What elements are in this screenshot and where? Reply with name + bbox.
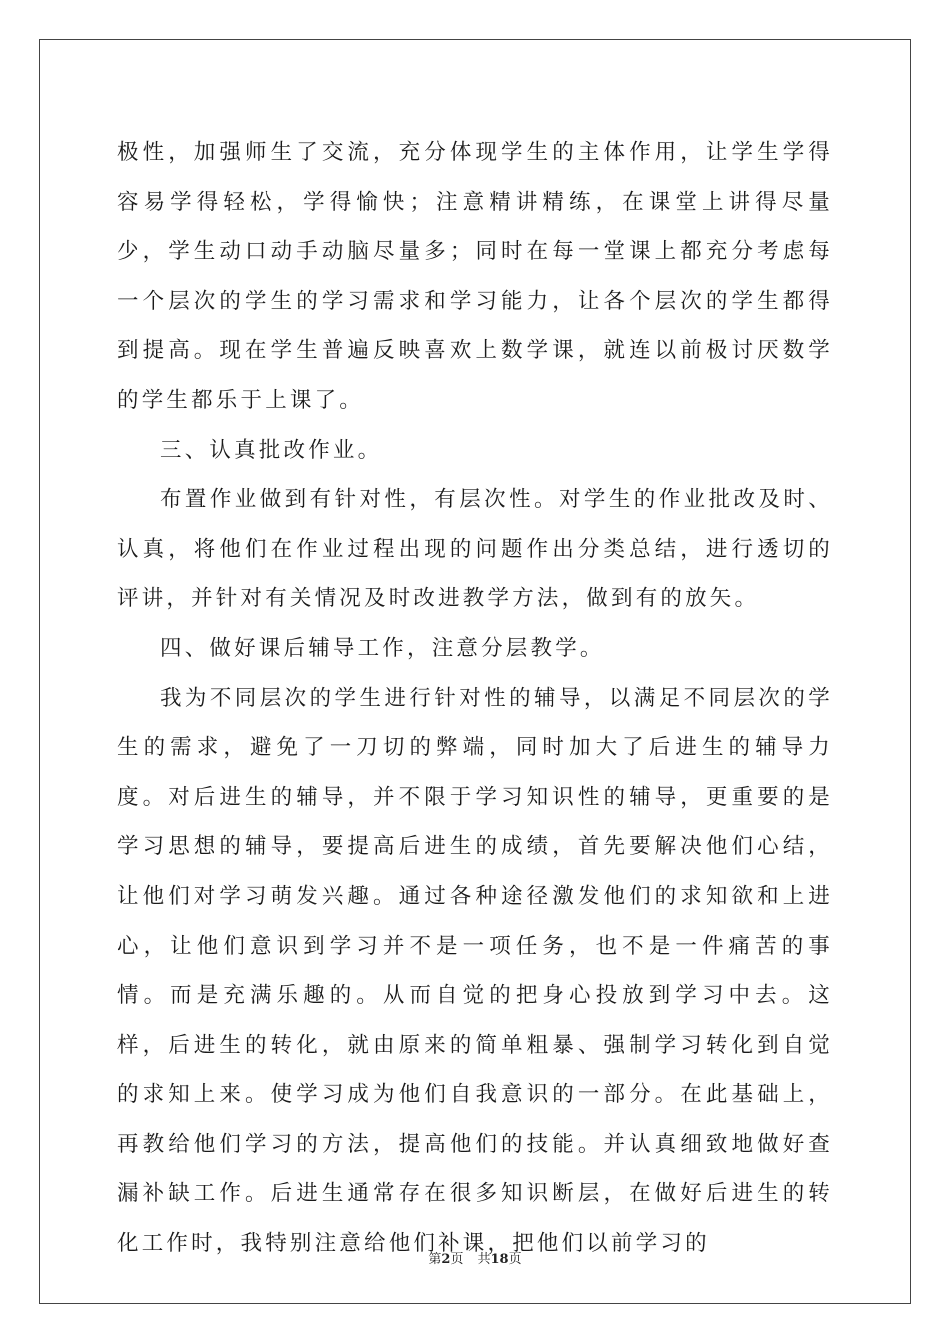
section-heading-4: 四、做好课后辅导工作，注意分层教学。 [160, 635, 605, 661]
footer-total-pages: 18 [490, 1252, 509, 1267]
document-body [117, 128, 833, 1269]
footer-total-suffix: 页 [508, 1252, 522, 1267]
footer-page-number: 2 [441, 1252, 451, 1267]
paragraph-homework: 布置作业做到有针对性，有层次性。对学生的作业批改及时、认真，将他们在作业过程出现的问题作出分类总结，进行透切的评讲，并针对有关情况及时改进教学方法，做到有的放矢。 [117, 487, 833, 612]
section-heading-3: 三、认真批改作业。 [160, 437, 383, 463]
paragraph-continued: 极性，加强师生了交流，充分体现学生的主体作用，让学生学得容易学得轻松，学得愉快；注意精讲精练，在课堂上讲得尽量少，学生动口动手动脑尽量多；同时在每一堂课上都充分考虑每一个层次的学生的学习需求和学习能力，让各个层次的学生都得到提高。现在学生普遍反映喜欢上数学课，就连以前极讨厌数学的学生都乐于上课了。 [117, 140, 833, 413]
page-footer [0, 1248, 950, 1267]
footer-page-suffix: 页 [450, 1252, 464, 1267]
paragraph-tutoring: 我为不同层次的学生进行针对性的辅导，以满足不同层次的学生的需求，避免了一刀切的弊端，同时加大了后进生的辅导力度。对后进生的辅导，并不限于学习知识性的辅导，更重要的是学习思想的辅导，要提高后进生的成绩，首先要解决他们心结，让他们对学习萌发兴趣。通过各种途径激发他们的求知欲和上进心，让他们意识到学习并不是一项任务，也不是一件痛苦的事情。而是充满乐趣的。从而自觉的把身心投放到学习中去。这样，后进生的转化，就由原来的简单粗暴、强制学习转化到自觉的求知上来。使学习成为他们自我意识的一部分。在此基础上，再教给他们学习的方法，提高他们的技能。并认真细致地做好查漏补缺工作。后进生通常存在很多知识断层，在做好后进生的转化工作时，我特别注意给他们补课，把他们以前学习的 [117, 685, 833, 1257]
footer-page-prefix: 第 [428, 1252, 442, 1267]
footer-total-prefix: 共 [477, 1252, 491, 1267]
